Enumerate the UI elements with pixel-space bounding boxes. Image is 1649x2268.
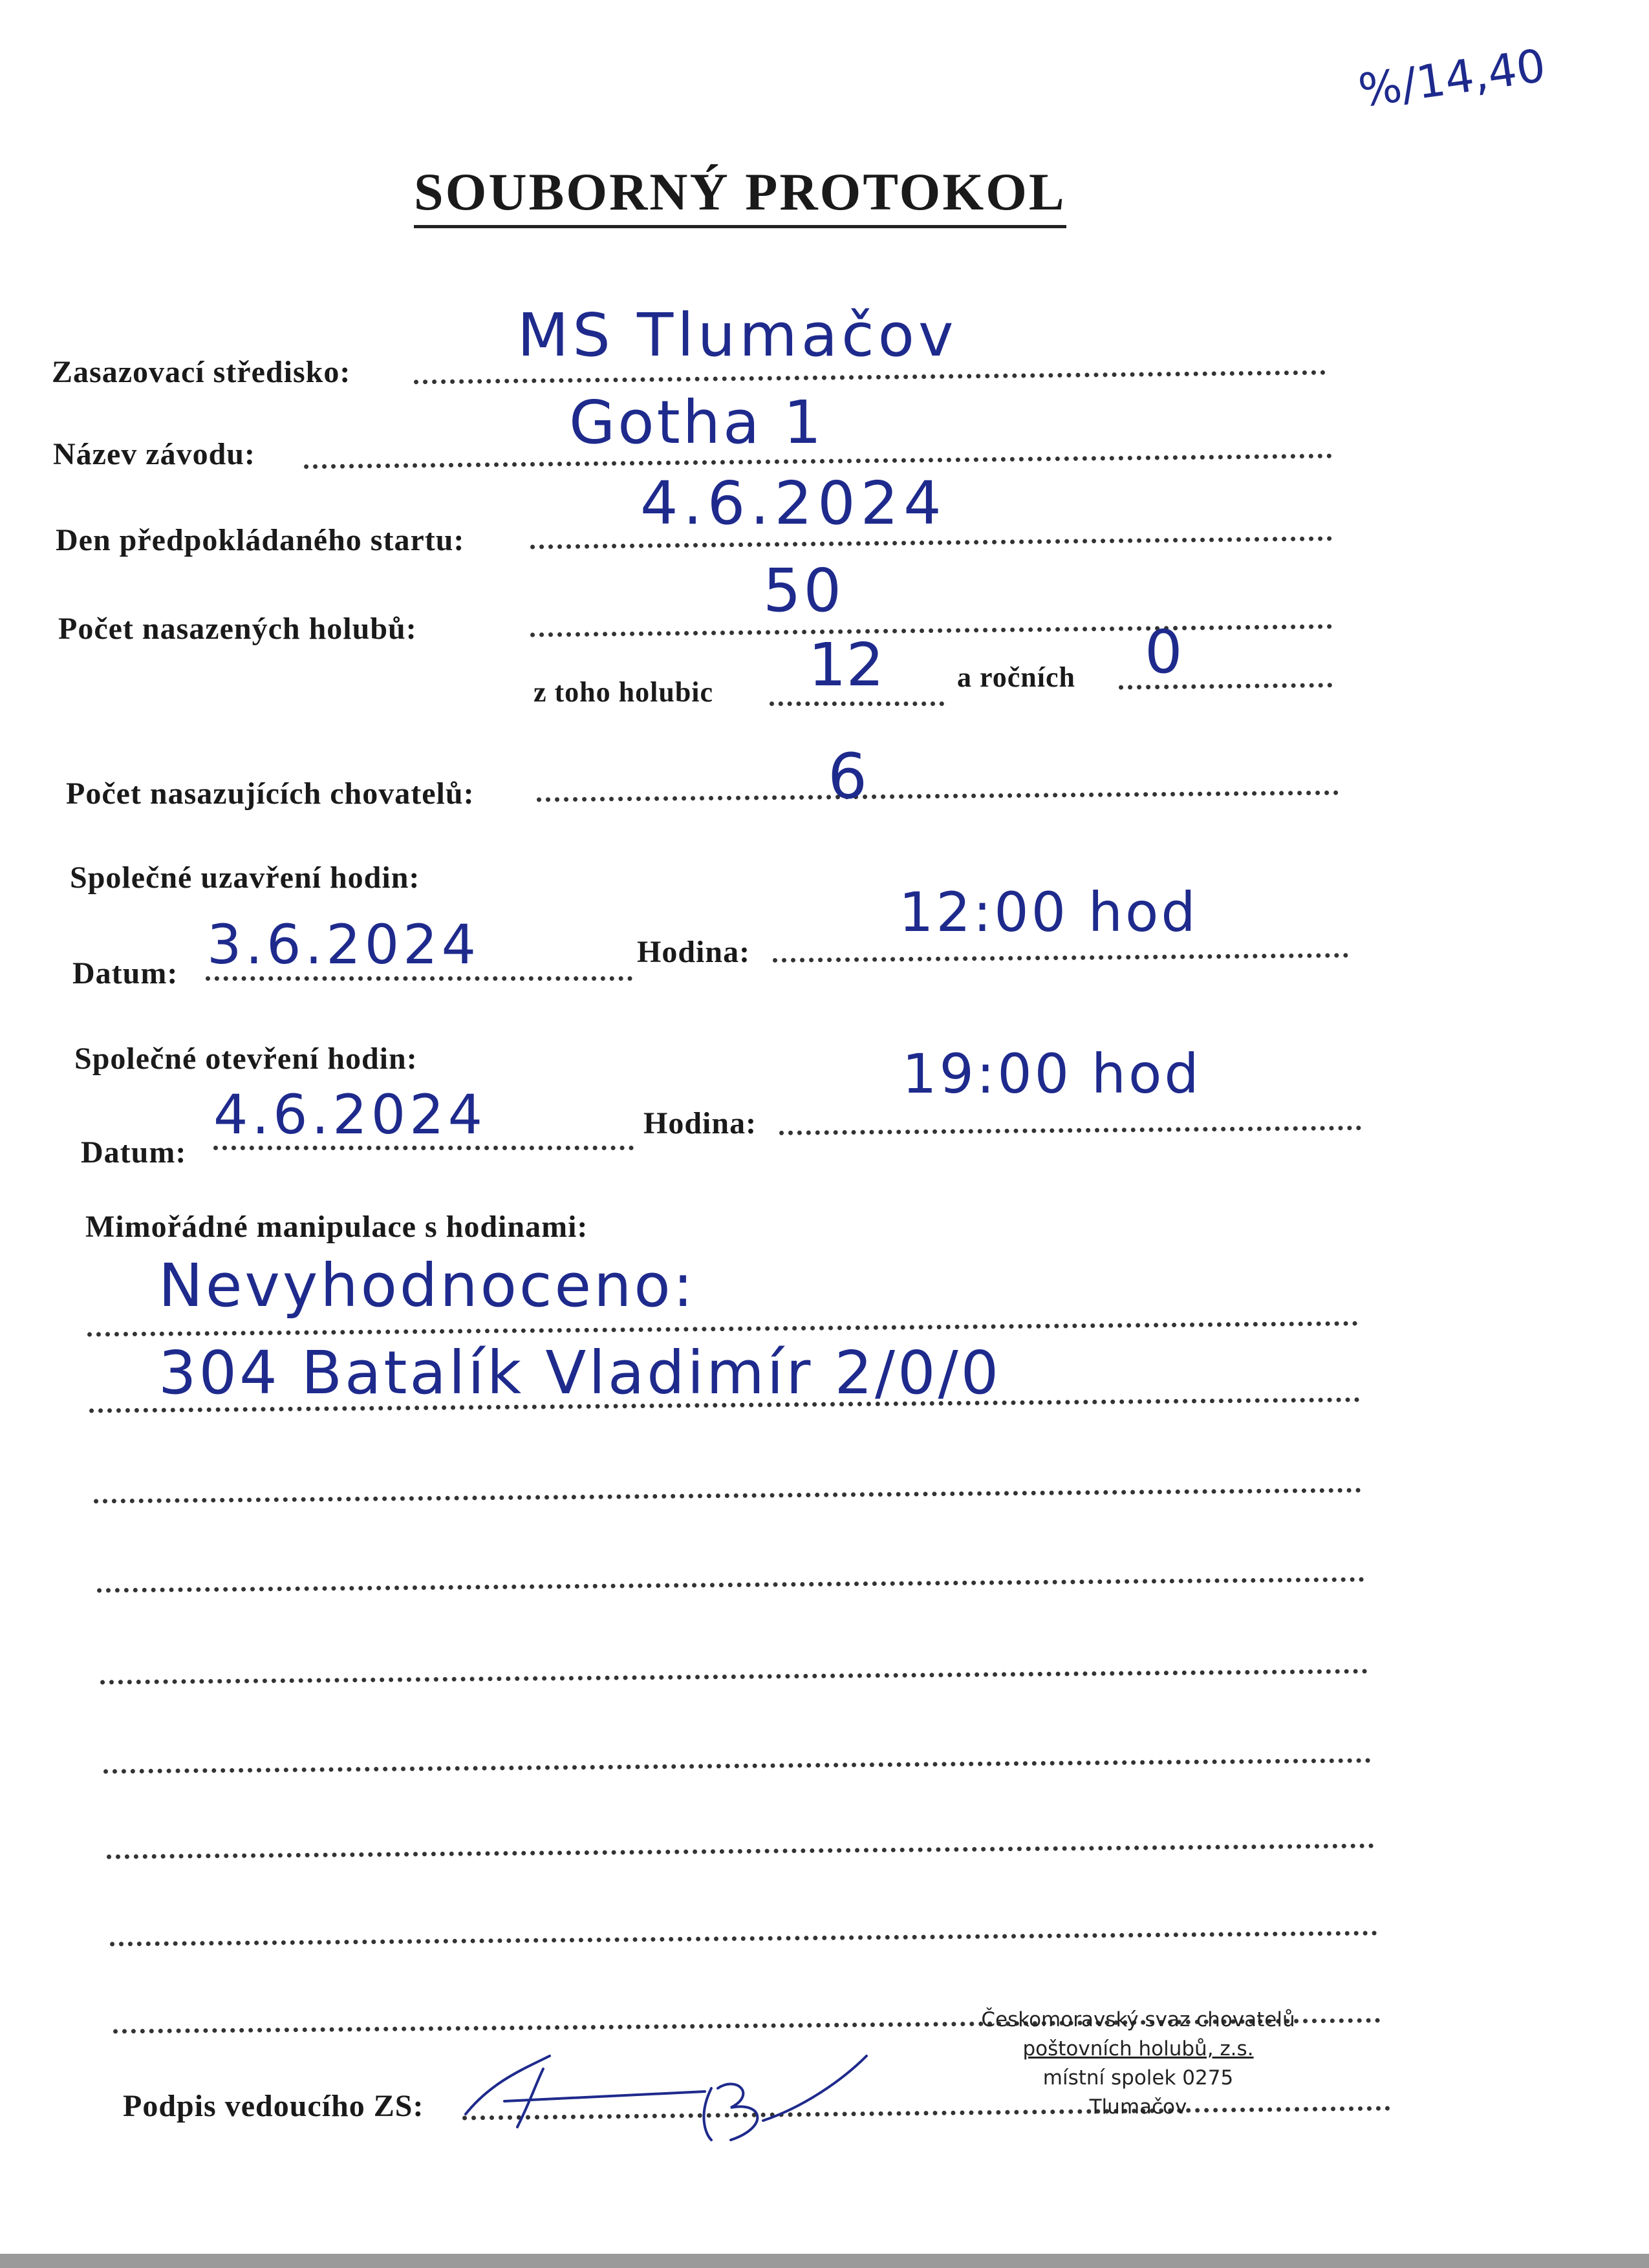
- value-nazev-zavodu: Gotha 1: [569, 388, 824, 457]
- label-pocet-holubu: Počet nasazených holubů:: [58, 612, 417, 646]
- manipulace-line-3: [94, 1488, 1361, 1503]
- value-otevreni-hodina: 19:00 hod: [902, 1042, 1202, 1106]
- manipulace-line-7: [107, 1843, 1374, 1859]
- fill-line-uzavreni-hodina: [773, 953, 1348, 963]
- value-uzavreni-hodina: 12:00 hod: [899, 881, 1198, 944]
- label-den-startu: Den předpokládaného startu:: [56, 523, 465, 557]
- manipulace-line-6: [103, 1758, 1371, 1773]
- heading-otevreni: Společné otevření hodin:: [74, 1042, 418, 1076]
- fill-line-pocet-chovatelu: [537, 791, 1339, 802]
- signature: [440, 2030, 892, 2159]
- fill-line-uzavreni-datum: [206, 976, 632, 981]
- value-a-rocnich: 0: [1145, 617, 1183, 687]
- label-a-rocnich: a ročních: [957, 661, 1075, 693]
- value-z-toho-holubic: 12: [808, 630, 885, 700]
- heading-uzavreni: Společné uzavření hodin:: [70, 861, 420, 895]
- stamp-line-1: Českomoravský svaz chovatelů: [981, 2008, 1295, 2031]
- fill-line-otevreni-datum: [213, 1146, 634, 1150]
- label-otevreni-hodina: Hodina:: [643, 1106, 757, 1140]
- label-uzavreni-hodina: Hodina:: [637, 935, 751, 969]
- fill-line-z-toho-holubic: [770, 701, 944, 706]
- fill-line-otevreni-hodina: [779, 1126, 1361, 1135]
- corner-note: %/14,40: [1355, 39, 1549, 118]
- manipulace-line-1: [87, 1321, 1358, 1336]
- stamp-line-3: místní spolek 0275: [1042, 2066, 1234, 2090]
- manipulace-line-4: [97, 1577, 1364, 1592]
- manipulace-line-5: [100, 1669, 1368, 1684]
- page-title: SOUBORNÝ PROTOKOL: [414, 162, 1066, 228]
- value-pocet-chovatelu: 6: [828, 740, 868, 813]
- stamp-line-2: poštovních holubů, z.s.: [1022, 2037, 1254, 2060]
- label-z-toho-holubic: z toho holubic: [534, 676, 714, 708]
- fill-line-pocet-holubu: [530, 625, 1332, 637]
- value-den-startu: 4.6.2024: [640, 469, 947, 538]
- value-uzavreni-datum: 3.6.2024: [207, 913, 480, 976]
- stamp-line-4: Tlumačov: [1089, 2095, 1187, 2119]
- label-nazev-zavodu: Název závodu:: [53, 437, 255, 471]
- value-zasazovaci-stredisko: MS Tlumačov: [517, 301, 958, 370]
- value-manipulace-line-1: Nevyhodnoceno:: [158, 1251, 696, 1320]
- value-pocet-holubu: 50: [763, 556, 845, 625]
- value-manipulace-line-2: 304 Batalík Vladimír 2/0/0: [158, 1338, 1002, 1407]
- association-stamp: [957, 2006, 1319, 2122]
- label-uzavreni-datum: Datum:: [72, 956, 178, 990]
- heading-manipulace: Mimořádné manipulace s hodinami:: [85, 1210, 588, 1244]
- scan-bottom-edge: [0, 2254, 1649, 2268]
- label-zasazovaci-stredisko: Zasazovací středisko:: [52, 355, 351, 389]
- manipulace-line-8: [110, 1931, 1377, 1946]
- label-podpis: Podpis vedoucího ZS:: [123, 2089, 424, 2123]
- fill-line-den-startu: [530, 537, 1332, 550]
- label-otevreni-datum: Datum:: [81, 1135, 187, 1170]
- fill-line-zasazovaci-stredisko: [414, 370, 1326, 385]
- value-otevreni-datum: 4.6.2024: [213, 1083, 487, 1146]
- label-pocet-chovatelu: Počet nasazujících chovatelů:: [66, 776, 475, 811]
